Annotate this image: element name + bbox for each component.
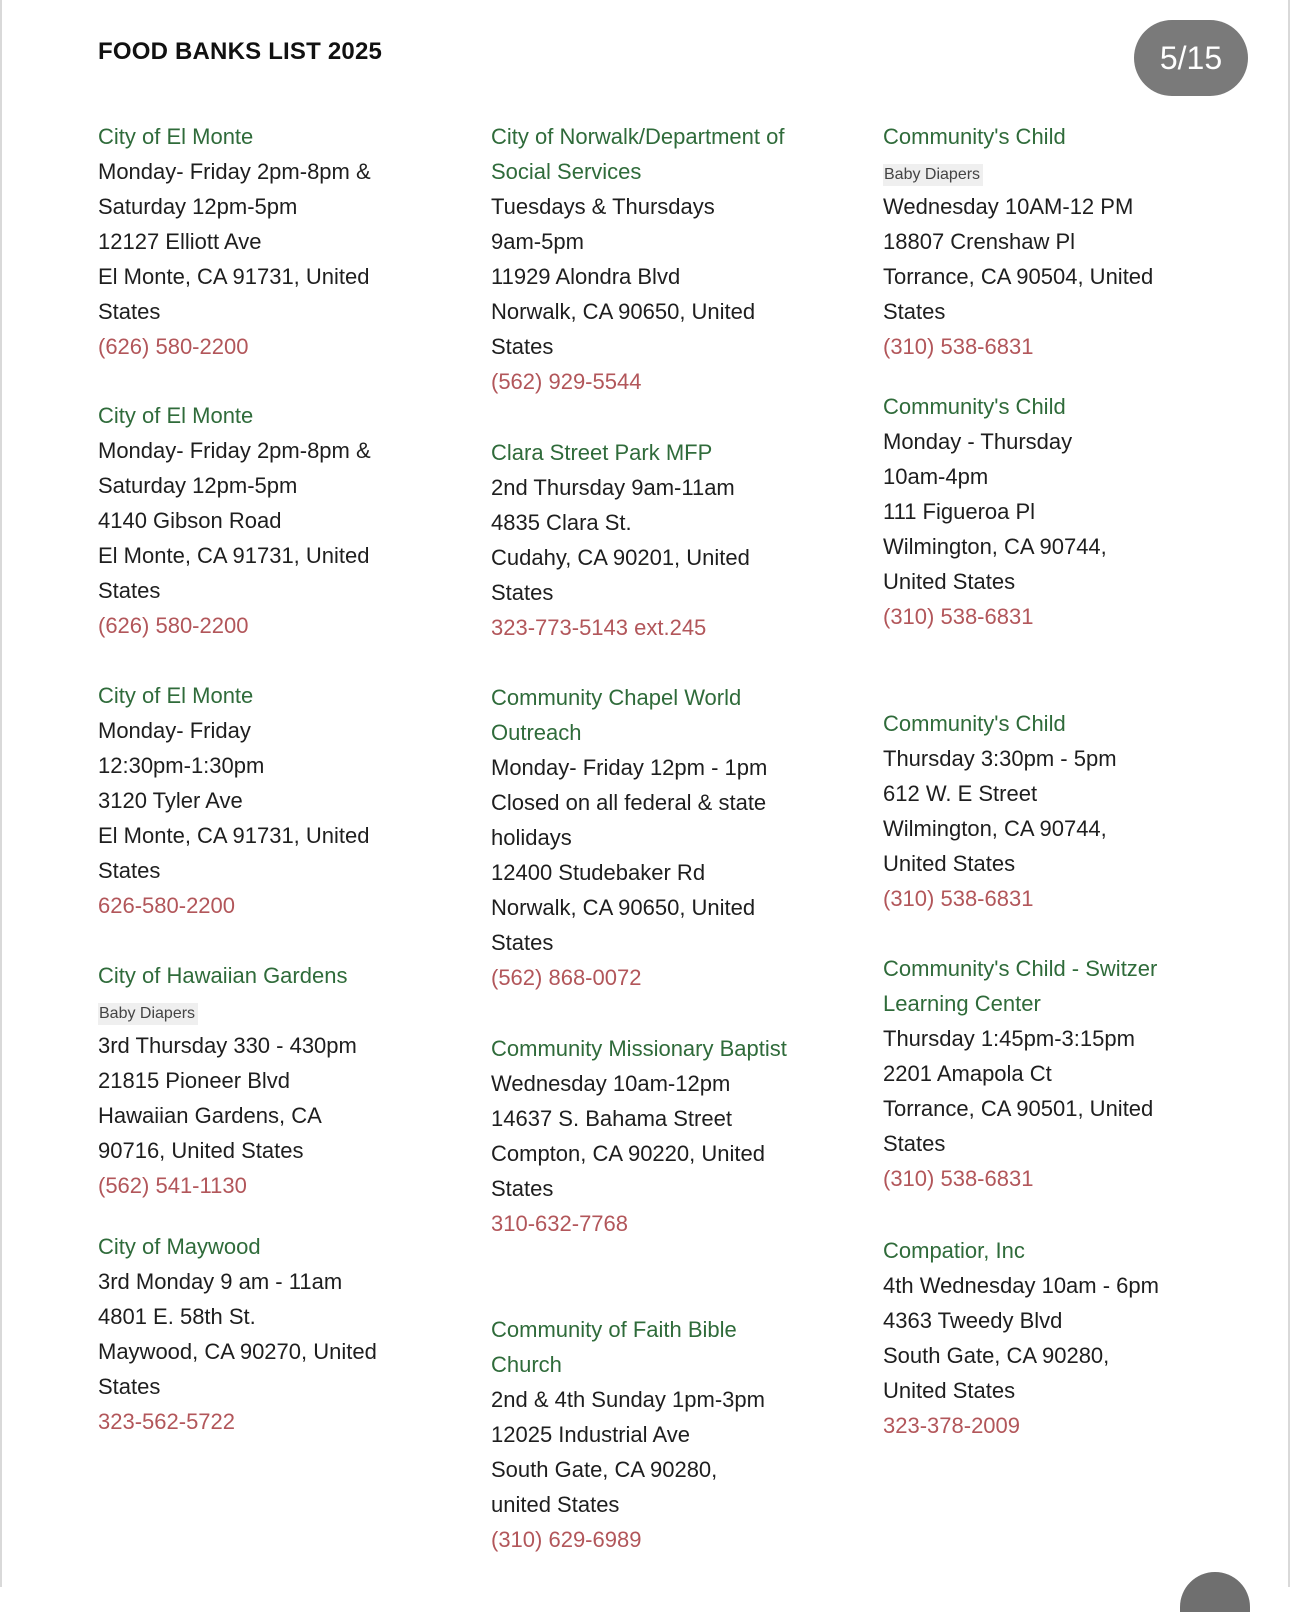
entry-hours: 9am-5pm <box>491 229 584 254</box>
entry-country: States <box>491 930 554 955</box>
entry-hours: Saturday 12pm-5pm <box>98 194 298 219</box>
entry-name: City of El Monte <box>98 683 254 708</box>
entry-phone-link[interactable]: (626) 580-2200 <box>98 334 249 359</box>
entry-phone-link[interactable]: (310) 538-6831 <box>883 1166 1034 1191</box>
entry-hours: Thursday 3:30pm - 5pm <box>883 746 1117 771</box>
entry-city: Cudahy, CA 90201, United <box>491 545 750 570</box>
entry-city: Norwalk, CA 90650, United <box>491 895 756 920</box>
entry-phone-link[interactable]: (562) 541-1130 <box>98 1173 247 1198</box>
entry-country: United States <box>883 569 1016 594</box>
entry-city: Hawaiian Gardens, CA <box>98 1103 322 1128</box>
entry-address: 21815 Pioneer Blvd <box>98 1068 291 1093</box>
food-bank-entry <box>491 119 811 399</box>
food-bank-entry <box>491 1312 791 1557</box>
entry-name: Community's Child - Switzer Learning Center <box>883 956 1158 1016</box>
entry-country: States <box>491 1176 554 1201</box>
entry-name: City of Maywood <box>98 1234 261 1259</box>
entry-phone-link[interactable]: (310) 538-6831 <box>883 886 1034 911</box>
entry-name: City of El Monte <box>98 403 254 428</box>
entry-country: States <box>98 578 161 603</box>
entry-country: States <box>491 334 554 359</box>
entry-city: Torrance, CA 90501, United <box>883 1096 1154 1121</box>
entry-country: 90716, United States <box>98 1138 304 1163</box>
entry-note: holidays <box>491 825 572 850</box>
entry-address: 11929 Alondra Blvd <box>491 264 681 289</box>
entry-hours: 3rd Thursday 330 - 430pm <box>98 1033 357 1058</box>
food-bank-entry <box>883 389 1223 634</box>
entry-country: States <box>491 580 554 605</box>
entry-address: 4363 Tweedy Blvd <box>883 1308 1063 1333</box>
page-indicator-badge: 5/15 <box>1134 20 1248 96</box>
entry-hours: 2nd & 4th Sunday 1pm-3pm <box>491 1387 765 1412</box>
entry-city: El Monte, CA 91731, United <box>98 823 370 848</box>
entry-city: Wilmington, CA 90744, <box>883 534 1107 559</box>
entry-country: United States <box>883 851 1016 876</box>
entry-address: 18807 Crenshaw Pl <box>883 229 1076 254</box>
entry-address: 612 W. E Street <box>883 781 1038 806</box>
entry-name: Community's Child <box>883 394 1066 419</box>
food-bank-entry <box>98 958 428 1203</box>
entry-hours: Wednesday 10AM-12 PM <box>883 194 1134 219</box>
entry-city: South Gate, CA 90280, <box>491 1457 718 1482</box>
entry-city: El Monte, CA 91731, United <box>98 264 370 289</box>
entry-name: Community's Child <box>883 124 1066 149</box>
entry-hours: Monday - Thursday <box>883 429 1073 454</box>
entry-address: 4835 Clara St. <box>491 510 632 535</box>
entry-phone-link[interactable]: 626-580-2200 <box>98 893 236 918</box>
food-bank-entry <box>491 435 811 645</box>
entry-city: Compton, CA 90220, United <box>491 1141 765 1166</box>
entry-city: El Monte, CA 91731, United <box>98 543 370 568</box>
entry-address: 12127 Elliott Ave <box>98 229 262 254</box>
entry-phone-link[interactable]: (626) 580-2200 <box>98 613 249 638</box>
entry-name: City of El Monte <box>98 124 254 149</box>
food-bank-entry <box>98 398 428 643</box>
entry-hours: 4th Wednesday 10am - 6pm <box>883 1273 1159 1298</box>
entry-address: 14637 S. Bahama Street <box>491 1106 732 1131</box>
food-bank-entry <box>98 678 428 923</box>
entry-name: Community of Faith Bible Church <box>491 1317 737 1377</box>
entry-country: States <box>98 299 161 324</box>
entry-address: 12025 Industrial Ave <box>491 1422 690 1447</box>
entry-name: Compatior, Inc <box>883 1238 1025 1263</box>
baby-diapers-tag: Baby Diapers <box>98 1003 198 1025</box>
entry-city: Torrance, CA 90504, United <box>883 264 1154 289</box>
entry-address: 12400 Studebaker Rd <box>491 860 706 885</box>
entry-phone-link[interactable]: (310) 538-6831 <box>883 604 1034 629</box>
entry-city: South Gate, CA 90280, <box>883 1343 1110 1368</box>
entry-city: Wilmington, CA 90744, <box>883 816 1107 841</box>
food-bank-entry <box>491 1031 791 1241</box>
entry-hours: Monday- Friday 12pm - 1pm <box>491 755 768 780</box>
food-bank-entry <box>883 951 1223 1196</box>
food-bank-entry <box>883 706 1223 916</box>
entry-address: 2201 Amapola Ct <box>883 1061 1052 1086</box>
entry-country: United States <box>883 1378 1016 1403</box>
entry-hours: Monday- Friday <box>98 718 251 743</box>
entry-hours: 3rd Monday 9 am - 11am <box>98 1269 343 1294</box>
entry-phone-link[interactable]: (310) 629-6989 <box>491 1527 642 1552</box>
entry-hours: Monday- Friday 2pm-8pm & <box>98 159 371 184</box>
entry-name: City of Norwalk/Department of Social Services <box>491 124 785 184</box>
food-bank-entry <box>883 1233 1223 1443</box>
entry-phone-link[interactable]: (562) 868-0072 <box>491 965 642 990</box>
entry-address: 3120 Tyler Ave <box>98 788 243 813</box>
entry-country: States <box>883 1131 946 1156</box>
entry-name: City of Hawaiian Gardens <box>98 963 348 988</box>
baby-diapers-tag: Baby Diapers <box>883 164 983 186</box>
entry-hours: 12:30pm-1:30pm <box>98 753 265 778</box>
entry-hours: Monday- Friday 2pm-8pm & <box>98 438 371 463</box>
page-title: FOOD BANKS LIST 2025 <box>98 38 383 65</box>
food-bank-entry <box>883 119 1223 364</box>
entry-country: States <box>98 858 161 883</box>
entry-name: Community Missionary Baptist <box>491 1036 787 1061</box>
entry-hours: Wednesday 10am-12pm <box>491 1071 731 1096</box>
entry-address: 4140 Gibson Road <box>98 508 282 533</box>
entry-note: Closed on all federal & state <box>491 790 767 815</box>
entry-country: united States <box>491 1492 620 1517</box>
entry-hours: 2nd Thursday 9am-11am <box>491 475 735 500</box>
entry-phone-link[interactable]: 323-562-5722 <box>98 1409 236 1434</box>
page-edge-left <box>0 0 2 1587</box>
entry-city: Norwalk, CA 90650, United <box>491 299 756 324</box>
scroll-button-partial[interactable] <box>1180 1572 1250 1612</box>
entry-name: Community's Child <box>883 711 1066 736</box>
food-bank-entry <box>491 680 791 995</box>
entry-hours: Saturday 12pm-5pm <box>98 473 298 498</box>
entry-phone-link[interactable]: 323-378-2009 <box>883 1413 1021 1438</box>
food-bank-entry <box>98 1229 428 1439</box>
entry-address: 111 Figueroa Pl <box>883 499 1036 524</box>
entry-name: Clara Street Park MFP <box>491 440 713 465</box>
entry-address: 4801 E. 58th St. <box>98 1304 256 1329</box>
entry-phone-link[interactable]: (562) 929-5544 <box>491 369 642 394</box>
entry-hours: Thursday 1:45pm-3:15pm <box>883 1026 1135 1051</box>
entry-country: States <box>98 1374 161 1399</box>
entry-name: Community Chapel World Outreach <box>491 685 742 745</box>
entry-phone-link[interactable]: (310) 538-6831 <box>883 334 1034 359</box>
food-bank-entry <box>98 119 428 364</box>
entry-phone-link[interactable]: 310-632-7768 <box>491 1211 629 1236</box>
entry-phone-link[interactable]: 323-773-5143 ext.245 <box>491 615 707 640</box>
entry-city: Maywood, CA 90270, United <box>98 1339 377 1364</box>
entry-country: States <box>883 299 946 324</box>
entry-hours: Tuesdays & Thursdays <box>491 194 715 219</box>
entry-hours: 10am-4pm <box>883 464 989 489</box>
